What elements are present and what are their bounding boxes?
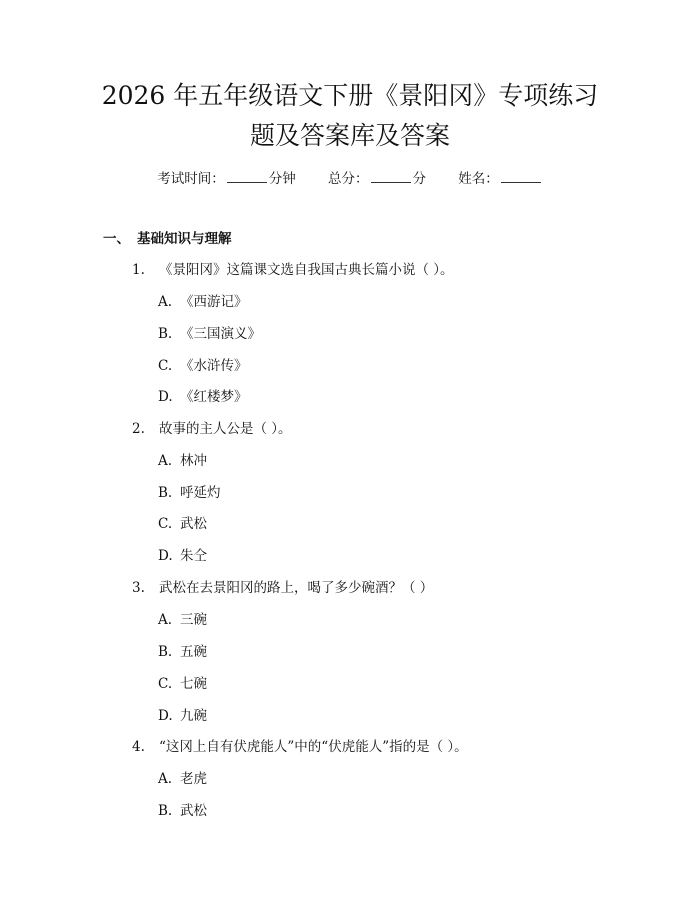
question-1-option-c[interactable]	[158, 356, 248, 376]
student-name-label: 姓名：	[458, 171, 499, 187]
question-number: 1.	[132, 262, 145, 278]
question-text: 武松在去景阳冈的路上，喝了多少碗酒？（ ）	[159, 580, 434, 596]
exam-time	[157, 168, 296, 189]
option-text: 老虎	[180, 771, 207, 787]
question-2-option-d[interactable]	[158, 546, 207, 566]
option-text: 朱仝	[180, 548, 207, 564]
total-score-unit: 分	[412, 171, 426, 187]
option-letter: B.	[158, 803, 173, 819]
section-number: 一、	[103, 231, 130, 247]
option-letter: A.	[158, 771, 173, 787]
option-text: 五碗	[180, 644, 207, 660]
option-text: 《水浒传》	[180, 358, 248, 374]
total-score	[328, 168, 426, 189]
question-3-option-a[interactable]	[158, 610, 207, 630]
question-1	[132, 260, 454, 280]
option-text: 武松	[180, 803, 207, 819]
option-text: 呼延灼	[180, 485, 221, 501]
question-1-option-d[interactable]	[158, 387, 248, 407]
question-1-option-a[interactable]	[158, 292, 248, 312]
exam-info	[0, 168, 700, 189]
option-letter: C.	[158, 358, 173, 374]
question-4-option-b[interactable]	[158, 801, 207, 821]
option-letter: B.	[158, 485, 173, 501]
option-text: 九碗	[180, 708, 207, 724]
question-1-option-b[interactable]	[158, 324, 261, 344]
student-name	[458, 168, 543, 189]
exam-time-label: 考试时间：	[157, 171, 225, 187]
question-4-option-a[interactable]	[158, 769, 207, 789]
total-score-blank[interactable]	[371, 168, 411, 183]
option-text: 武松	[180, 516, 207, 532]
question-2-option-a[interactable]	[158, 451, 207, 471]
option-text: 《三国演义》	[180, 326, 261, 342]
question-4	[132, 737, 468, 757]
section-heading	[103, 229, 232, 249]
total-score-label: 总分：	[328, 171, 369, 187]
question-number: 3.	[132, 580, 145, 596]
section-title: 基础知识与理解	[137, 231, 232, 247]
question-number: 4.	[132, 739, 145, 755]
option-letter: B.	[158, 644, 173, 660]
option-letter: A.	[158, 294, 173, 310]
question-3-option-c[interactable]	[158, 674, 207, 694]
option-text: 《红楼梦》	[180, 389, 248, 405]
option-letter: D.	[158, 389, 173, 405]
question-2-option-b[interactable]	[158, 483, 221, 503]
student-name-blank[interactable]	[501, 168, 541, 183]
question-3-option-b[interactable]	[158, 642, 207, 662]
option-text: 《西游记》	[180, 294, 248, 310]
option-text: 七碗	[180, 676, 207, 692]
option-letter: D.	[158, 548, 173, 564]
title-line-2: 题及答案库及答案	[249, 121, 450, 150]
question-2	[132, 419, 292, 439]
question-number: 2.	[132, 421, 145, 437]
question-3	[132, 578, 433, 598]
option-letter: A.	[158, 453, 173, 469]
option-letter: D.	[158, 708, 173, 724]
question-text: 《景阳冈》这篇课文选自我国古典长篇小说（ ）。	[159, 262, 454, 278]
option-text: 三碗	[180, 612, 207, 628]
option-letter: C.	[158, 516, 173, 532]
option-text: 林冲	[180, 453, 207, 469]
exam-time-unit: 分钟	[268, 171, 296, 187]
exam-time-blank[interactable]	[227, 168, 267, 183]
option-letter: B.	[158, 326, 173, 342]
option-letter: A.	[158, 612, 173, 628]
question-text: “这冈上自有伏虎能人”中的“伏虎能人”指的是（ ）。	[159, 739, 468, 755]
question-2-option-c[interactable]	[158, 514, 207, 534]
question-text: 故事的主人公是（ ）。	[159, 421, 292, 437]
question-3-option-d[interactable]	[158, 706, 207, 726]
title-line-1: 2026 年五年级语文下册《景阳冈》专项练习	[101, 81, 599, 110]
option-letter: C.	[158, 676, 173, 692]
